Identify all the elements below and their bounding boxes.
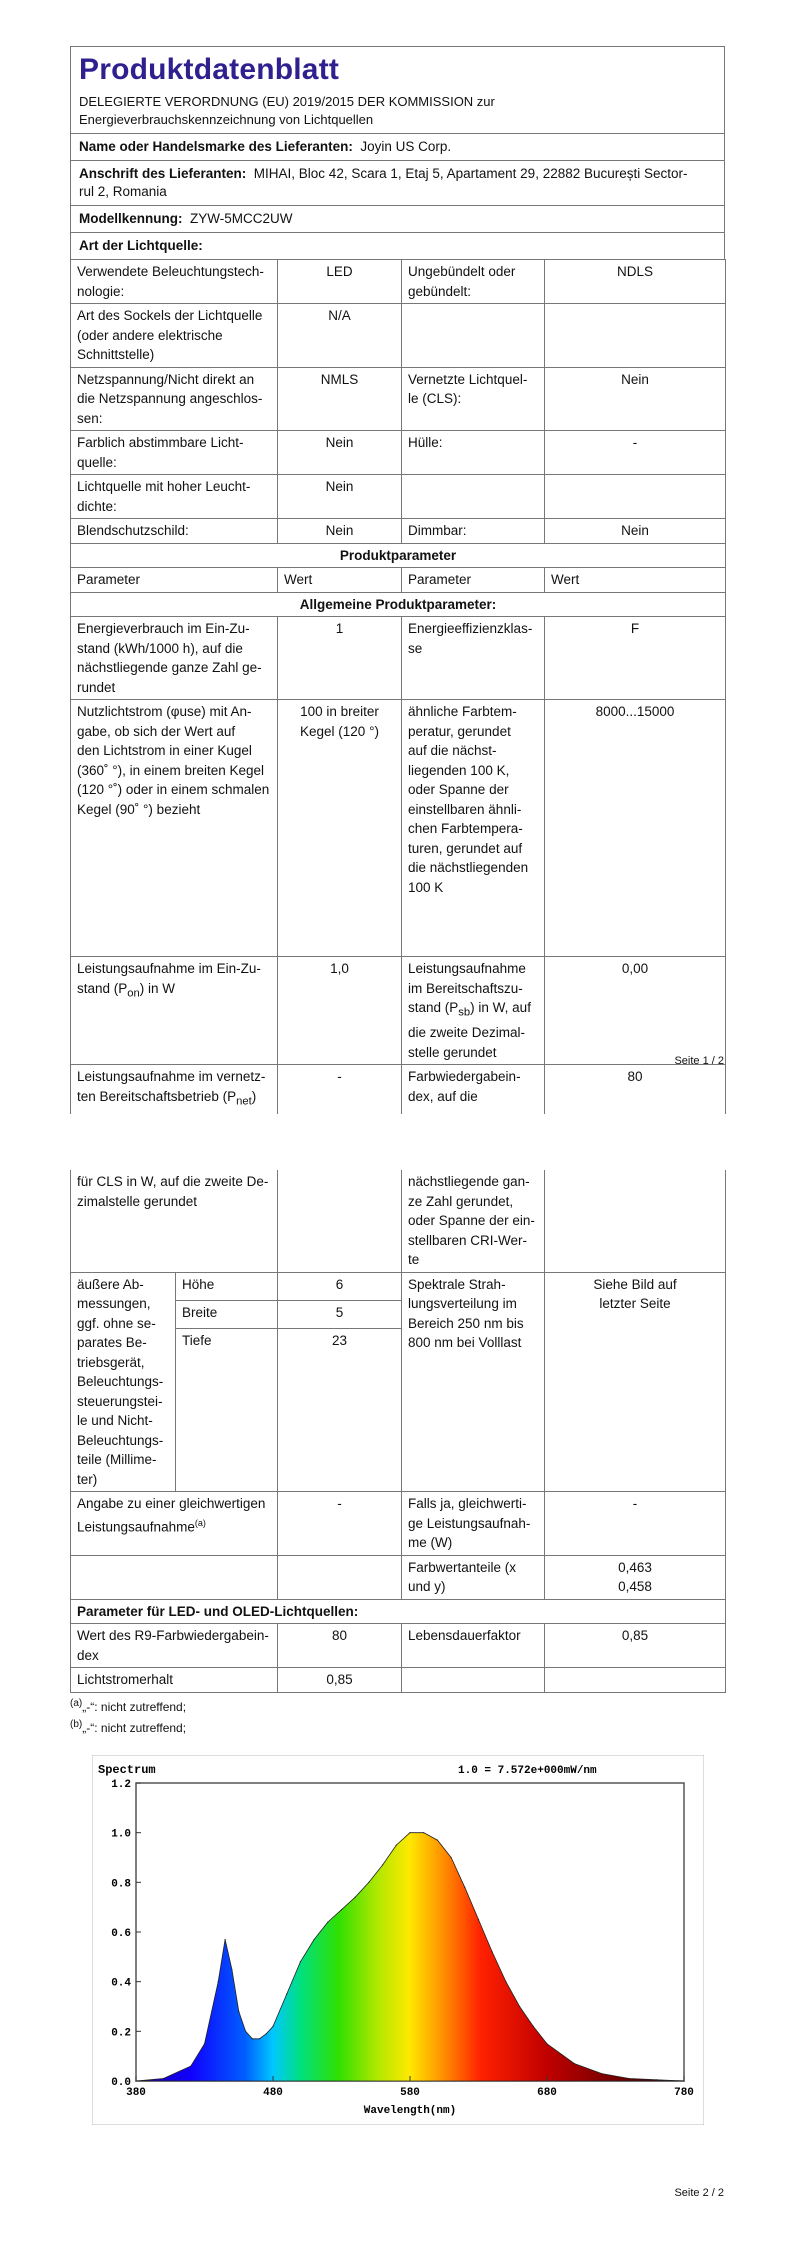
cell-cls-value: Nein (545, 367, 726, 431)
cell-technology-label: Verwendete Beleuchtungstech- nologie: (71, 260, 278, 304)
cell-envelope-value: - (545, 431, 726, 475)
data-point (533, 2026, 534, 2027)
cell-empty (545, 475, 726, 519)
footnote-a: $^{(a)}$„-“: nicht zutreffend; (70, 1697, 187, 1714)
cell-spectral-label: Spektrale Strah- lungsverteilung im Bereich 250 nm bis 800 nm bei Volllast (402, 1272, 545, 1492)
cell-networked-standby-label: Leistungsaufnahme im vernetz- ten Bereitschaftsbetrieb $(P_{net})$ (71, 1065, 278, 1114)
cell-cri-label: Farbwiedergabein- dex, auf die (402, 1065, 545, 1114)
cell-technology-value: LED (278, 260, 402, 304)
data-point (478, 1919, 479, 1920)
data-point (409, 1832, 410, 1833)
table-row (71, 1599, 726, 1624)
cell-dimensions-label: äußere Ab- messungen, ggf. ohne se- parates Be- triebsgerät, Beleuchtungs- steuerungstei- le und Nicht- Beleuchtungs- teile (Millime- ter) (71, 1272, 176, 1492)
cell-dimmable-label: Dimmbar: (402, 519, 545, 544)
data-point (163, 2078, 164, 2079)
document-title: Produktdatenblatt (79, 53, 340, 86)
model-label: Modellkennung: (79, 211, 183, 226)
data-point (314, 1939, 315, 1940)
data-point (368, 1882, 369, 1883)
cell-cri-label-cont: nächstliegende gan- ze Zahl gerundet, oder Spanne der ein- stellbaren CRI-Wer- te (402, 1170, 545, 1272)
cell-spectral-value: Siehe Bild auf letzter Seite (545, 1272, 726, 1492)
cell-directional-label: Ungebündelt oder gebündelt: (402, 260, 545, 304)
title-block (70, 46, 725, 133)
table-row (71, 1555, 726, 1599)
cell-flux-value: 100 in breiter Kegel (120 °) (278, 700, 402, 957)
cell-empty (402, 475, 545, 519)
cell-r9-value: 80 (278, 1624, 402, 1668)
cell-cct-label: ähnliche Farbtem- peratur, gerundet auf die nächst- liegenden 100 K, oder Spanne der einstellbaren ähnli- chen Farbtempera- turen, gerundet auf die nächstliegenden 100 K (402, 700, 545, 957)
table-row (71, 1668, 726, 1693)
table-row (71, 431, 726, 475)
page-number-1: Seite 1 / 2 (674, 1055, 724, 1067)
data-point (190, 2066, 191, 2067)
table-row (71, 543, 726, 568)
page-2 (70, 1170, 725, 1737)
data-point (574, 2063, 575, 2064)
data-point (252, 2038, 253, 2039)
cell-cri-value: 80 (545, 1065, 726, 1114)
footnote-b: $^{(b)}$„-“: nicht zutreffend; (70, 1718, 187, 1735)
data-point (300, 1961, 301, 1962)
cell-cls-label: Vernetzte Lichtquel- le (CLS): (402, 367, 545, 431)
data-point (204, 2043, 205, 2044)
y-tick-label: 1.0 (111, 1828, 131, 1841)
cell-height-label: Höhe (176, 1272, 278, 1300)
cell-empty (545, 1668, 726, 1693)
data-point (382, 1864, 383, 1865)
led-params-heading: Parameter für LED- und OLED-Lichtquellen: (71, 1599, 726, 1624)
x-tick-label: 480 (263, 2087, 283, 2099)
cell-empty (278, 1555, 402, 1599)
table-row (71, 568, 726, 593)
data-point (519, 2006, 520, 2007)
table-row (71, 1492, 726, 1556)
cell-antiglare-label: Blendschutzschild: (71, 519, 278, 544)
cell-maintenance-value: 0,85 (278, 1668, 402, 1693)
cell-directional-value: NDLS (545, 260, 726, 304)
cell-cap-value: N/A (278, 304, 402, 368)
cell-mains-value: NMLS (278, 367, 402, 431)
cell-hls-label: Lichtquelle mit hoher Leucht- dichte: (71, 475, 278, 519)
cell-cct-value: 8000...15000 (545, 700, 726, 957)
chart-annotation: 1.0 = 7.572e+000mW/nm (458, 1765, 597, 1777)
cell-networked-standby-value: - (278, 1065, 402, 1114)
product-params-table-continued (70, 1170, 726, 1693)
cell-efficiency-class-value: F (545, 617, 726, 700)
table-row (71, 367, 726, 431)
table-row (71, 1170, 726, 1272)
data-point (231, 1969, 232, 1970)
data-point (327, 1922, 328, 1923)
cell-empty (402, 304, 545, 368)
cell-empty (71, 1555, 278, 1599)
data-point (451, 1857, 452, 1858)
x-axis-label: Wavelength(nm) (363, 2105, 457, 2117)
cell-survival-value: 0,85 (545, 1624, 726, 1668)
product-params-heading: Produktparameter (71, 543, 726, 568)
col-header-param: Parameter (402, 568, 545, 593)
supplier-address-row (70, 160, 725, 205)
cell-empty (278, 1170, 402, 1272)
cell-width-value: 5 (278, 1300, 402, 1328)
col-header-value: Wert (278, 568, 402, 593)
cell-standby-label: Leistungsaufnahme im Bereitschaftszu- stand $(P_{sb})$ in W, auf die zweite Dezimal- stelle gerundet (402, 957, 545, 1065)
data-point (355, 1897, 356, 1898)
cell-tunable-value: Nein (278, 431, 402, 475)
cell-efficiency-class-label: Energieeffizienzklas- se (402, 617, 545, 700)
cell-height-value: 6 (278, 1272, 402, 1300)
cell-dimmable-value: Nein (545, 519, 726, 544)
cell-maintenance-label: Lichtstromerhalt (71, 1668, 278, 1693)
col-header-param: Parameter (71, 568, 278, 593)
cell-standby-value: 0,00 (545, 957, 726, 1065)
regulation-line-1: DELEGIERTE VERORDNUNG (EU) 2019/2015 DER KOMMISSION zur (79, 94, 495, 109)
data-point (437, 1840, 438, 1841)
cell-equiv-power-label: Falls ja, gleichwerti- ge Leistungsaufnah- me (W) (402, 1492, 545, 1556)
table-row (71, 519, 726, 544)
data-point (266, 2033, 267, 2034)
regulation-line-2: Energieverbrauchskennzeichnung von Lichtquellen (79, 112, 374, 127)
supplier-address-line-1: MIHAI, Bloc 42, Scara 1, Etaj 5, Apartament 29, 22882 București Sector- (253, 166, 688, 181)
page-1 (70, 46, 725, 1114)
cell-antiglare-value: Nein (278, 519, 402, 544)
cell-width-label: Breite (176, 1300, 278, 1328)
data-point (272, 2026, 273, 2027)
cell-power-on-label: Leistungsaufnahme im Ein-Zu- stand $(P_{on})$ in W (71, 957, 278, 1065)
chart-title: Spectrum (98, 1763, 156, 1777)
light-source-heading: Art der Lichtquelle: (70, 232, 725, 259)
data-point (629, 2078, 630, 2079)
cell-survival-label: Lebensdauerfaktor (402, 1624, 545, 1668)
model-value: ZYW-5MCC2UW (190, 211, 293, 226)
x-tick-label: 580 (400, 2087, 420, 2099)
cell-envelope-label: Hülle: (402, 431, 545, 475)
y-tick-label: 0.4 (111, 1977, 131, 1990)
supplier-name-label: Name oder Handelsmarke des Lieferanten: (79, 139, 353, 154)
data-point (218, 1981, 219, 1982)
cell-depth-label: Tiefe (176, 1329, 278, 1492)
data-point (396, 1845, 397, 1846)
cell-mains-label: Netzspannung/Nicht direkt an die Netzspannung angeschlos- sen: (71, 367, 278, 431)
cell-cap-label: Art des Sockels der Lichtquelle (oder andere elektrische Schnittstelle) (71, 304, 278, 368)
light-source-table (70, 259, 726, 1114)
y-tick-label: 0.6 (111, 1928, 131, 1940)
supplier-name-value: Joyin US Corp. (360, 139, 452, 154)
x-tick-label: 680 (537, 2087, 557, 2099)
data-point (464, 1887, 465, 1888)
data-point (546, 2043, 547, 2044)
data-point (245, 2031, 246, 2032)
cell-chroma-label: Farbwertanteile (x und y) (402, 1555, 545, 1599)
cell-chroma-value: 0,463 0,458 (545, 1555, 726, 1599)
data-point (601, 2073, 602, 2074)
cell-energy-value: 1 (278, 617, 402, 700)
table-row (71, 617, 726, 700)
x-tick-label: 380 (126, 2087, 146, 2099)
table-row (71, 957, 726, 1065)
supplier-name-row (70, 133, 725, 160)
y-tick-label: 0.2 (111, 2027, 131, 2040)
data-point (505, 1981, 506, 1982)
cell-equiv-value: - (278, 1492, 402, 1556)
cell-r9-label: Wert des R9-Farbwiedergabein- dex (71, 1624, 278, 1668)
table-row (71, 700, 726, 957)
table-row (71, 475, 726, 519)
cell-power-on-value: 1,0 (278, 957, 402, 1065)
x-tick-label: 780 (674, 2087, 694, 2099)
data-point (341, 1909, 342, 1910)
model-row (70, 205, 725, 232)
col-header-value: Wert (545, 568, 726, 593)
y-tick-label: 1.2 (111, 1779, 131, 1791)
cell-empty (545, 1170, 726, 1272)
y-tick-label: 0.0 (111, 2077, 131, 2089)
supplier-address-line-2: rul 2, Romania (79, 184, 167, 199)
data-point (259, 2038, 260, 2039)
data-point (656, 2079, 657, 2080)
page-number-2: Seite 2 / 2 (674, 2187, 724, 2199)
table-row (71, 592, 726, 617)
cell-energy-label: Energieverbrauch im Ein-Zu- stand (kWh/1000 h), auf die nächstliegende ganze Zahl ge- rundet (71, 617, 278, 700)
cell-flux-label: Nutzlichtstrom (φuse) mit An- gabe, ob sich der Wert auf den Lichtstrom in einer Kugel (360˚ °), in einem breiten Kegel (120 °˚) oder in einem schmalen Kegel (90˚ °) bezieht (71, 700, 278, 957)
table-row (71, 1272, 726, 1300)
cell-empty (545, 304, 726, 368)
general-params-heading: Allgemeine Produktparameter: (71, 592, 726, 617)
cell-networked-standby-label-cont: für CLS in W, auf die zweite De- zimalstelle gerundet (71, 1170, 278, 1272)
table-row (71, 1624, 726, 1668)
cell-equiv-power-value: - (545, 1492, 726, 1556)
table-row (71, 304, 726, 368)
spectrum-chart (92, 1755, 704, 2125)
spectrum-chart-svg (92, 1755, 704, 2125)
table-row (71, 260, 726, 304)
cell-depth-value: 23 (278, 1329, 402, 1492)
y-tick-label: 0.8 (111, 1878, 131, 1891)
data-point (492, 1951, 493, 1952)
data-point (423, 1832, 424, 1833)
data-point (225, 1939, 226, 1940)
data-point (286, 1994, 287, 1995)
data-point (238, 2011, 239, 2012)
cell-tunable-label: Farblich abstimmbare Licht- quelle: (71, 431, 278, 475)
table-row (71, 1065, 726, 1114)
cell-empty (402, 1668, 545, 1693)
supplier-address-label: Anschrift des Lieferanten: (79, 166, 247, 181)
cell-hls-value: Nein (278, 475, 402, 519)
cell-equiv-label: Angabe zu einer gleichwertigen Leistungsaufnahme$^{(a)}$ (71, 1492, 278, 1556)
